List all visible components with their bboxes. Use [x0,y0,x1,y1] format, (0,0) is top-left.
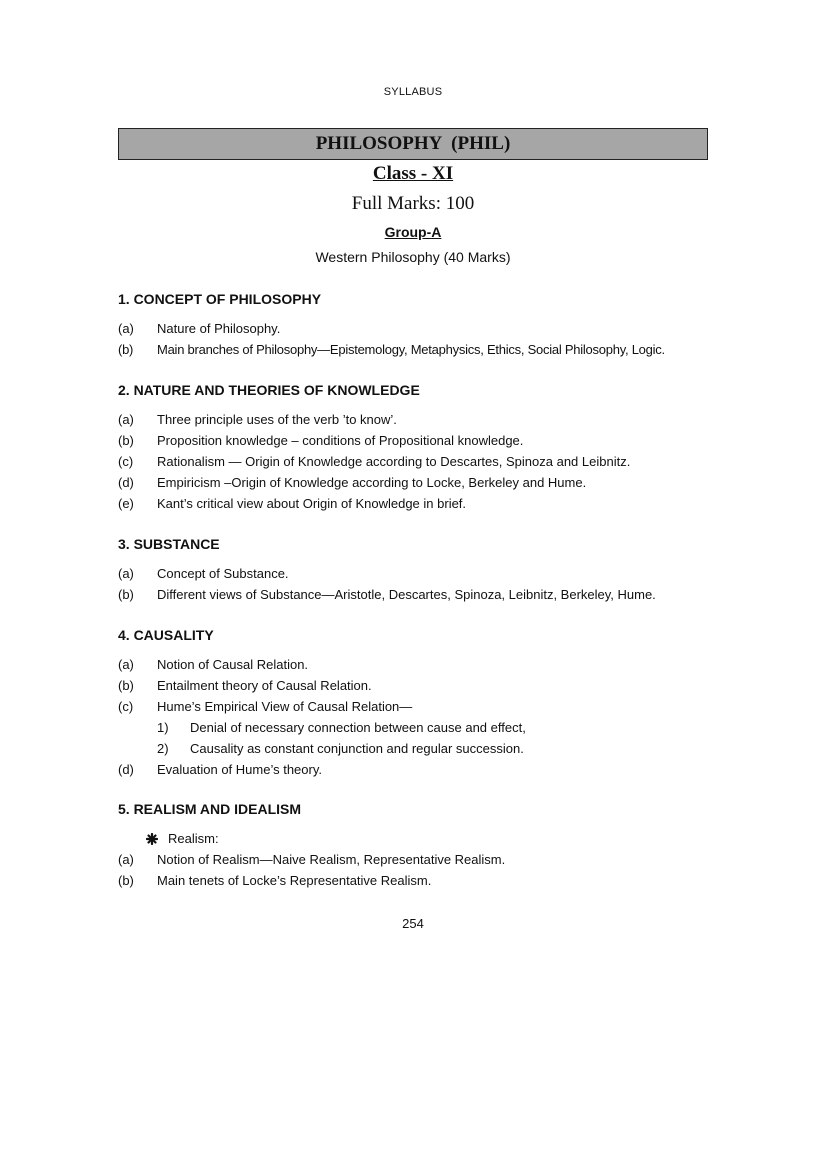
item-label: (a) [118,657,134,672]
item-text: Nature of Philosophy. [157,321,281,336]
item-text: Kant’s critical view about Origin of Knowledge in brief. [157,496,467,511]
list-item [118,873,431,888]
item-text: Rationalism — Origin of Knowledge according to Descartes, Spinoza and Leibnitz. [157,454,631,469]
list-item [118,433,523,448]
bullet-text: Realism: [168,831,219,846]
section-heading: 1. CONCEPT OF PHILOSOPHY [118,291,322,307]
group-subtitle: Western Philosophy (40 Marks) [315,249,511,265]
item-text: Hume’s Empirical View of Causal Relation— [157,699,413,714]
list-item [118,699,412,714]
page-title: PHILOSOPHY (PHIL) [315,133,511,154]
item-text: Main tenets of Locke’s Representative Realism. [157,873,432,888]
section-heading: 5. REALISM AND IDEALISM [118,801,302,817]
list-item [118,342,665,357]
list-item [118,475,586,490]
item-text: Empiricism –Origin of Knowledge according to Locke, Berkeley and Hume. [157,475,587,490]
section-heading: 2. NATURE AND THEORIES OF KNOWLEDGE [118,382,420,398]
bullet-item [146,831,219,846]
list-item [118,412,397,427]
sub-item-text: Causality as constant conjunction and regular succession. [190,741,524,756]
star-bullet-icon [146,833,158,845]
item-text: Different views of Substance—Aristotle, Descartes, Spinoza, Leibnitz, Berkeley, Hume. [157,587,656,602]
page-title-box [118,128,708,160]
sub-list-item [157,720,526,735]
item-label: (d) [118,762,134,777]
class-heading: Class - XI [372,163,454,184]
list-item [118,587,656,602]
list-item [118,678,372,693]
item-label: (b) [118,873,134,888]
list-item [118,762,322,777]
item-text: Main branches of Philosophy—Epistemology, Metaphysics, Ethics, Social Philosophy, Logic. [157,342,665,357]
item-label: (c) [118,699,134,714]
item-label: (c) [118,454,134,469]
sub-item-label: 2) [157,741,169,756]
item-label: (a) [118,566,134,581]
item-text: Three principle uses of the verb ’to know’. [157,412,397,427]
item-text: Entailment theory of Causal Relation. [157,678,372,693]
item-label: (b) [118,342,134,357]
item-label: (a) [118,852,134,867]
item-label: (d) [118,475,134,490]
syllabus-header: SYLLABUS [383,86,443,98]
sub-item-label: 1) [157,720,169,735]
list-item [118,852,505,867]
section-heading: 3. SUBSTANCE [118,536,220,552]
full-marks: Full Marks: 100 [351,193,475,214]
section-heading: 4. CAUSALITY [118,627,214,643]
item-text: Proposition knowledge – conditions of Propositional knowledge. [157,433,524,448]
item-text: Evaluation of Hume’s theory. [157,762,322,777]
item-label: (b) [118,433,134,448]
list-item [118,454,630,469]
group-heading: Group-A [384,224,442,240]
list-item [118,321,280,336]
sub-list-item [157,741,524,756]
item-text: Notion of Causal Relation. [157,657,309,672]
sub-item-text: Denial of necessary connection between cause and effect, [190,720,526,735]
list-item [118,566,289,581]
list-item [118,657,308,672]
item-text: Notion of Realism—Naive Realism, Representative Realism. [157,852,506,867]
list-item [118,496,466,511]
item-label: (a) [118,412,134,427]
page-number: 254 [402,916,424,931]
item-label: (b) [118,678,134,693]
item-label: (a) [118,321,134,336]
item-label: (e) [118,496,134,511]
item-label: (b) [118,587,134,602]
item-text: Concept of Substance. [157,566,289,581]
